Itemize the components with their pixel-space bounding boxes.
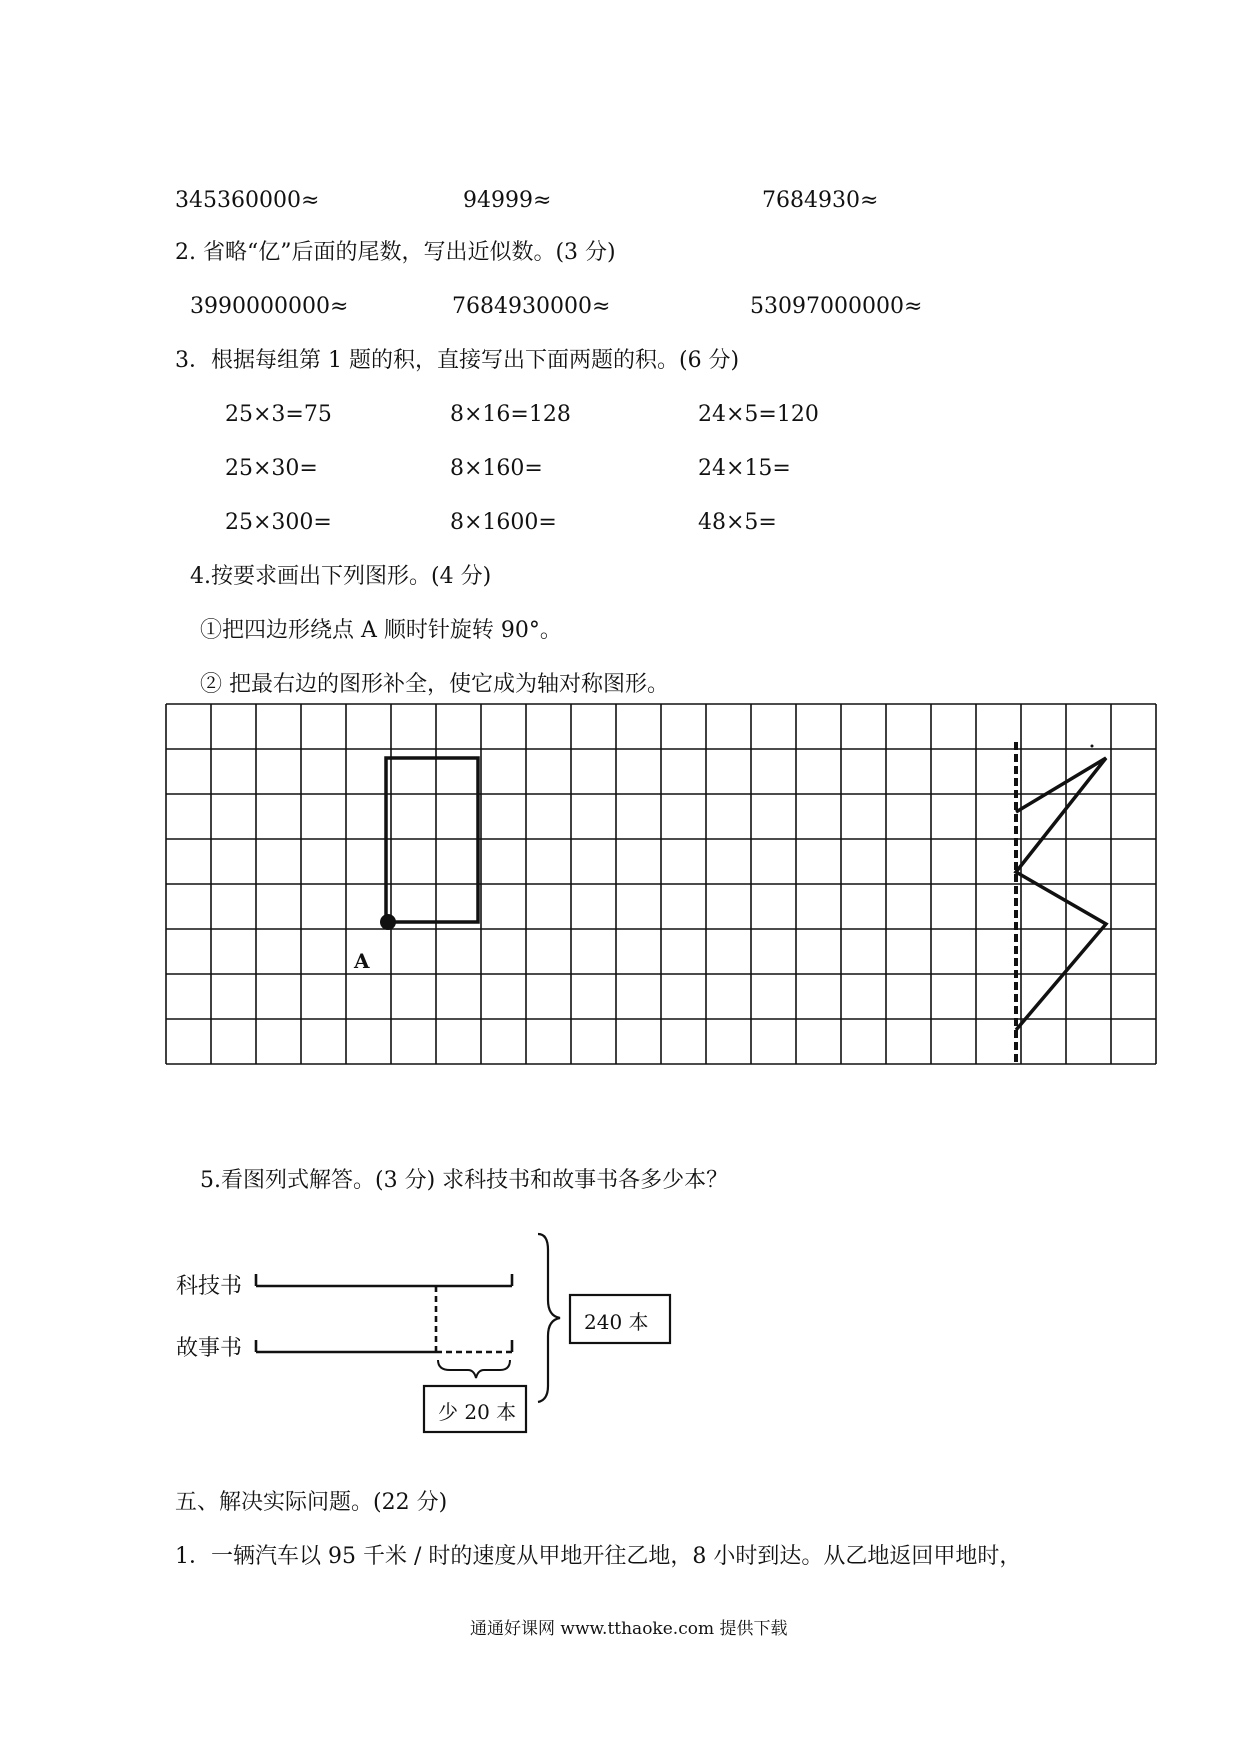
q3-r1-c3: 24×5=120	[698, 402, 819, 427]
q3-r3-c1: 25×300=	[225, 510, 332, 535]
q2-title: 2. 省略“亿”后面的尾数，写出近似数。(3 分)	[175, 240, 616, 265]
section5-problem-1: 1．一辆汽车以 95 千米 / 时的速度从甲地开往乙地，8 小时到达。从乙地返回甲地时，	[175, 1544, 1022, 1569]
q3-r2-c3: 24×15=	[698, 456, 791, 481]
q3-r1-c1: 25×3=75	[225, 402, 332, 427]
q3-r2-c1: 25×30=	[225, 456, 318, 481]
q3-title: 3．根据每组第 1 题的积，直接写出下面两题的积。(6 分)	[175, 348, 740, 373]
q1-item-2: 94999≈	[463, 188, 552, 213]
total-brace	[538, 1234, 560, 1402]
section5-title: 五、解决实际问题。(22 分)	[175, 1490, 448, 1515]
label-tech-book: 科技书	[176, 1274, 243, 1299]
total-box-label: 240 本	[584, 1310, 649, 1334]
q3-r3-c2: 8×1600=	[450, 510, 557, 535]
diff-brace	[438, 1360, 510, 1378]
q3-r3-c3: 48×5=	[698, 510, 777, 535]
label-story-book: 故事书	[176, 1336, 243, 1361]
diff-box-label: 少 20 本	[438, 1400, 517, 1424]
q4-title: 4.按要求画出下列图形。(4 分)	[190, 564, 492, 589]
q2-item-2: 7684930000≈	[452, 294, 611, 319]
q1-item-3: 7684930≈	[762, 188, 879, 213]
q4-sub1: ①把四边形绕点 A 顺时针旋转 90°。	[200, 618, 562, 643]
q3-r1-c2: 8×16=128	[450, 402, 571, 427]
q2-item-1: 3990000000≈	[190, 294, 349, 319]
q2-item-3: 53097000000≈	[750, 294, 923, 319]
q5-title: 5.看图列式解答。(3 分) 求科技书和故事书各多少本？	[200, 1168, 729, 1193]
footer: 通通好课网 www.tthaoke.com 提供下载	[470, 1619, 788, 1639]
q3-r2-c2: 8×160=	[450, 456, 543, 481]
point-a-label: A	[354, 949, 370, 973]
q4-sub2: ② 把最右边的图形补全，使它成为轴对称图形。	[200, 672, 669, 697]
q1-item-1: 345360000≈	[175, 188, 320, 213]
